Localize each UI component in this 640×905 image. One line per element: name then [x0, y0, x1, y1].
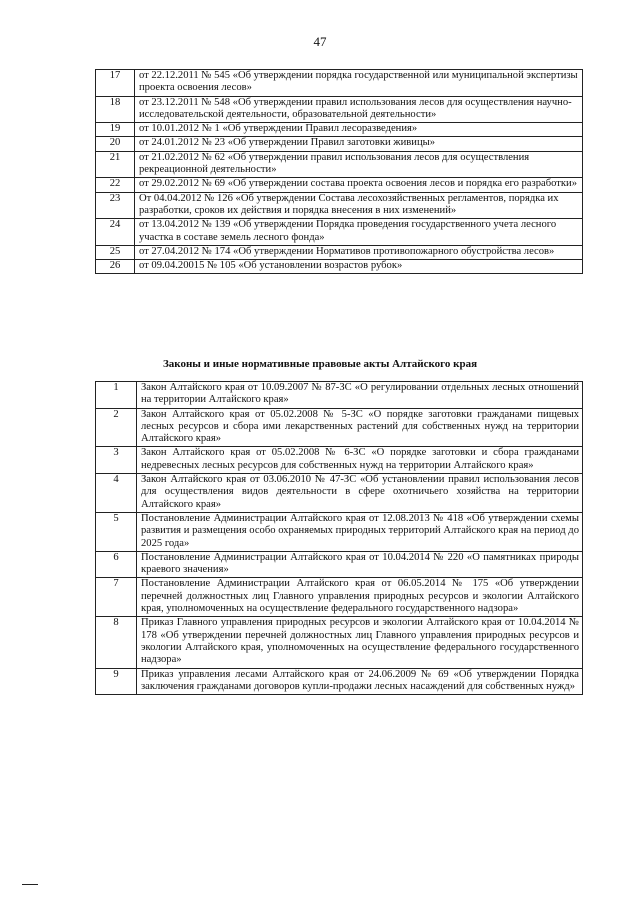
- row-number: 4: [96, 474, 137, 513]
- row-number: 8: [96, 617, 137, 668]
- table-row: [96, 137, 583, 151]
- table-row: [96, 260, 583, 274]
- act-text: от 27.04.2012 № 174 «Об утверждении Нормативов противопожарного обустройства лесов»: [135, 245, 583, 259]
- table-row: [96, 551, 583, 578]
- act-text: Закон Алтайского края от 10.09.2007 № 87-ЗС «О регулировании отдельных лесных отношений на территории Алтайского края»: [137, 382, 583, 409]
- table-row: [96, 578, 583, 617]
- act-text: от 22.12.2011 № 545 «Об утверждении порядка государственной или муниципальной экспертизы проекта освоения лесов»: [135, 70, 583, 97]
- table-row: [96, 219, 583, 246]
- act-text: от 13.04.2012 № 139 «Об утверждении Порядка проведения государственного учета лесного участка в составе земель лесного фонда»: [135, 219, 583, 246]
- row-number: 2: [96, 408, 137, 447]
- act-text: Приказ Главного управления природных ресурсов и экологии Алтайского края от 10.04.2014 № 178 «Об утверждении перечней должностных лиц Главного управления природных ресурсов и экологии Алтайского края, уполномоченных на осуществление федерального государственного надзора»: [137, 617, 583, 668]
- act-text: Постановление Администрации Алтайского края от 12.08.2013 № 418 «Об утверждении схемы развития и размещения особо охраняемых природных территорий Алтайского края на период до 2025 года»: [137, 512, 583, 551]
- table-row: [96, 382, 583, 409]
- row-number: 21: [96, 151, 135, 178]
- act-text: от 09.04.20015 № 105 «Об установлении возрастов рубок»: [135, 260, 583, 274]
- row-number: 20: [96, 137, 135, 151]
- altai-acts-table: [95, 381, 583, 695]
- row-number: 22: [96, 178, 135, 192]
- act-text: от 23.12.2011 № 548 «Об утверждении правил использования лесов для осуществления научно-исследовательской деятельности, образовательной деятельности»: [135, 96, 583, 123]
- act-text: Закон Алтайского края от 05.02.2008 № 5-ЗС «О порядке заготовки гражданами пищевых лесных ресурсов и сбора ими лекарственных растений для собственных нужд на территории Алтайского края»: [137, 408, 583, 447]
- act-text: Закон Алтайского края от 05.02.2008 № 6-ЗС «О порядке заготовки и сбора гражданами недревесных лесных ресурсов для собственных нужд на территории Алтайского края»: [137, 447, 583, 474]
- footnote-separator: [22, 884, 38, 885]
- act-text: от 24.01.2012 № 23 «Об утверждении Правил заготовки живицы»: [135, 137, 583, 151]
- table-row: [96, 668, 583, 695]
- row-number: 24: [96, 219, 135, 246]
- table-row: [96, 408, 583, 447]
- row-number: 23: [96, 192, 135, 219]
- act-text: от 21.02.2012 № 62 «Об утверждении правил использования лесов для осуществления рекреационной деятельности»: [135, 151, 583, 178]
- act-text: Закон Алтайского края от 03.06.2010 № 47-ЗС «Об установлении правил использования лесов для осуществления видов деятельности в сфере охотничьего хозяйства на территории Алтайского края»: [137, 474, 583, 513]
- row-number: 9: [96, 668, 137, 695]
- table-row: [96, 474, 583, 513]
- section-heading: Законы и иные нормативные правовые акты Алтайского края: [162, 358, 478, 370]
- row-number: 5: [96, 512, 137, 551]
- table-row: [96, 123, 583, 137]
- federal-acts-table: [95, 69, 583, 274]
- act-text: от 10.01.2012 № 1 «Об утверждении Правил лесоразведения»: [135, 123, 583, 137]
- page-number: 47: [313, 34, 327, 49]
- row-number: 17: [96, 70, 135, 97]
- row-number: 6: [96, 551, 137, 578]
- table-row: [96, 192, 583, 219]
- table-row: [96, 70, 583, 97]
- act-text: Постановление Администрации Алтайского края от 06.05.2014 № 175 «Об утверждении перечней должностных лиц Главного управления природных ресурсов и экологии Алтайского края, уполномоченных на осуществление федерального государственного надзора»: [137, 578, 583, 617]
- row-number: 3: [96, 447, 137, 474]
- row-number: 1: [96, 382, 137, 409]
- table-row: [96, 245, 583, 259]
- table-row: [96, 617, 583, 668]
- table-row: [96, 178, 583, 192]
- act-text: От 04.04.2012 № 126 «Об утверждении Состава лесохозяйственных регламентов, порядка их разработки, сроков их действия и порядка внесения в них изменений»: [135, 192, 583, 219]
- table-row: [96, 447, 583, 474]
- table-row: [96, 151, 583, 178]
- row-number: 19: [96, 123, 135, 137]
- act-text: Постановление Администрации Алтайского края от 10.04.2014 № 220 «О памятниках природы краевого значения»: [137, 551, 583, 578]
- act-text: Приказ управления лесами Алтайского края от 24.06.2009 № 69 «Об утверждении Порядка заключения гражданами договоров купли-продажи лесных насаждений для собственных нужд»: [137, 668, 583, 695]
- row-number: 25: [96, 245, 135, 259]
- act-text: от 29.02.2012 № 69 «Об утверждении состава проекта освоения лесов и порядка его разработки»: [135, 178, 583, 192]
- row-number: 26: [96, 260, 135, 274]
- table-row: [96, 96, 583, 123]
- row-number: 18: [96, 96, 135, 123]
- table-row: [96, 512, 583, 551]
- row-number: 7: [96, 578, 137, 617]
